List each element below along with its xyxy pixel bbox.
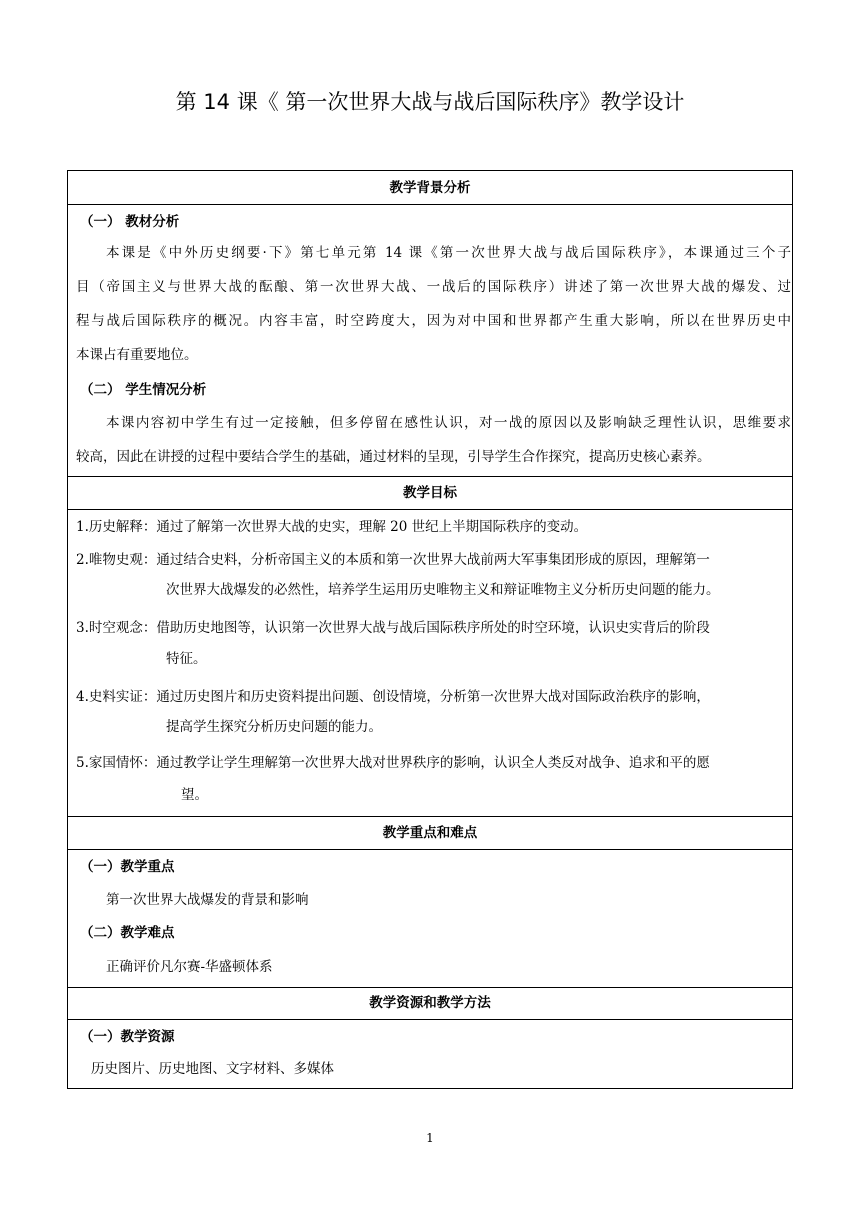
goal-item: 4.史料实证：通过历史图片和历史资料提出问题、创设情境，分析第一次世界大战对国际政治秩序的影响， <box>76 689 710 705</box>
goal-item-cont: 次世界大战爆发的必然性，培养学生运用历史唯物主义和辩证唯物主义分析历史问题的能力。 <box>166 582 720 598</box>
resources-text: 历史图片、历史地图、文字材料、多媒体 <box>91 1061 334 1077</box>
student-line: 本课内容初中学生有过一定接触，但多停留在感性认识，对一战的原因以及影响缺乏理性认识，思维要求 <box>106 415 791 431</box>
material-analysis-label: （一） 教材分析 <box>80 214 180 230</box>
difficult-point-text: 正确评价凡尔赛-华盛顿体系 <box>106 959 273 975</box>
divider <box>68 1019 792 1020</box>
goal-item: 5.家国情怀：通过教学让学生理解第一次世界大战对世界秩序的影响，认识全人类反对战争、追求和平的愿 <box>76 755 710 771</box>
material-line: 本课是《中外历史纲要·下》第七单元第 14 课《第一次世界大战与战后国际秩序》，本课通过三个子 <box>106 245 791 261</box>
divider <box>68 509 792 510</box>
key-point-text: 第一次世界大战爆发的背景和影响 <box>106 892 309 908</box>
material-line: 本课占有重要地位。 <box>76 347 198 363</box>
divider <box>68 816 792 817</box>
section-heading-background: 教学背景分析 <box>389 180 471 196</box>
goal-item: 1.历史解释：通过了解第一次世界大战的史实，理解 20 世纪上半期国际秩序的变动。 <box>76 519 588 535</box>
section-heading-focus: 教学重点和难点 <box>382 825 478 841</box>
divider <box>68 476 792 477</box>
divider <box>68 987 792 988</box>
difficult-point-label: （二）教学难点 <box>80 925 175 941</box>
lesson-plan-table <box>67 170 793 1089</box>
page-number: 1 <box>426 1131 434 1145</box>
goal-item-cont: 望。 <box>181 787 208 803</box>
student-analysis-label: （二） 学生情况分析 <box>80 382 207 398</box>
goal-item: 2.唯物史观：通过结合史料，分析帝国主义的本质和第一次世界大战前两大军事集团形成的原因，理解第一 <box>76 552 710 568</box>
divider <box>68 204 792 205</box>
section-heading-goals: 教学目标 <box>403 485 457 501</box>
section-heading-resources: 教学资源和教学方法 <box>369 995 491 1011</box>
goal-item-cont: 提高学生探究分析历史问题的能力。 <box>166 719 382 735</box>
document-title: 第 14 课《 第一次世界大战与战后国际秩序》教学设计 <box>175 90 685 114</box>
goal-item-cont: 特征。 <box>166 651 207 667</box>
resources-label: （一）教学资源 <box>80 1029 175 1045</box>
key-point-label: （一）教学重点 <box>80 859 175 875</box>
divider <box>68 849 792 850</box>
student-line: 较高，因此在讲授的过程中要结合学生的基础，通过材料的呈现，引导学生合作探究，提高历史核心素养。 <box>76 449 711 465</box>
material-line: 目（帝国主义与世界大战的酝酿、第一次世界大战、一战后的国际秩序）讲述了第一次世界大战的爆发、过 <box>76 279 791 295</box>
material-line: 程与战后国际秩序的概况。内容丰富，时空跨度大，因为对中国和世界都产生重大影响，所以在世界历史中 <box>76 313 791 329</box>
goal-item: 3.时空观念：借助历史地图等，认识第一次世界大战与战后国际秩序所处的时空环境，认识史实背后的阶段 <box>76 620 710 636</box>
